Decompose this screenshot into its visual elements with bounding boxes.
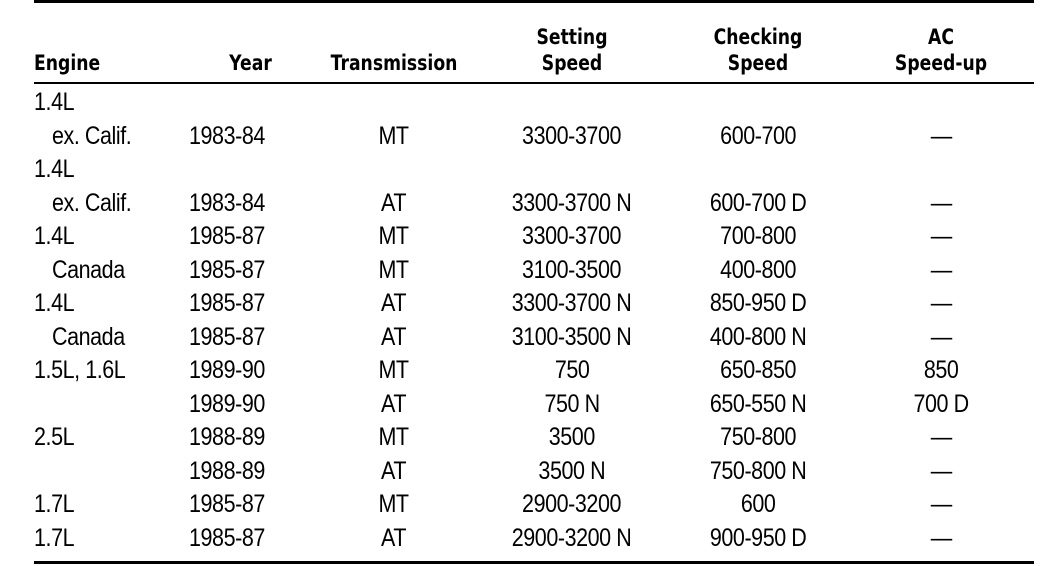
- checking-speed-cell: [668, 254, 848, 288]
- year-cell: [189, 120, 312, 154]
- ac-speed-up-cell: [848, 488, 1034, 522]
- checking-speed-cell-text: 650-550 N: [709, 389, 807, 418]
- year-cell: [189, 321, 312, 355]
- checking-speed-cell: [668, 287, 848, 321]
- checking-speed-cell: [668, 522, 848, 556]
- checking-speed-cell: [668, 321, 848, 355]
- engine-cell: [34, 455, 189, 489]
- table-row: [34, 153, 1034, 187]
- checking-speed-cell-text: 400-800: [720, 255, 796, 284]
- year-cell-text: 1989-90: [189, 389, 265, 418]
- ac-speed-up-header: [865, 8, 1018, 82]
- transmission-cell: [312, 187, 476, 221]
- checking-speed-cell: [668, 82, 848, 120]
- engine-cell-text: Canada: [52, 255, 125, 284]
- year-cell-text: 1989-90: [189, 356, 265, 385]
- setting-speed-cell-text: 3100-3500 N: [512, 322, 632, 351]
- table-row: [34, 421, 1034, 455]
- ac-speed-up-cell: [848, 254, 1034, 288]
- checking-speed-cell: [668, 421, 848, 455]
- year-cell-text: 1985-87: [189, 222, 265, 251]
- ac-speed-up-cell-text: —: [930, 289, 952, 318]
- transmission-cell: [312, 388, 476, 422]
- ac-speed-up-cell-text: 850: [923, 356, 959, 385]
- year-cell-text: 1985-87: [189, 490, 265, 519]
- year-cell: [189, 388, 312, 422]
- engine-cell: [34, 220, 189, 254]
- setting-speed-cell-text: 3500: [548, 423, 596, 452]
- setting-speed-cell-text: 3300-3700: [522, 121, 622, 150]
- engine-cell-text: 1.5L, 1.6L: [34, 356, 126, 385]
- ac-speed-up-cell-text: 700 D: [913, 389, 969, 418]
- transmission-cell-text: AT: [381, 523, 407, 552]
- table-body: [34, 82, 1034, 555]
- year-cell: [189, 421, 312, 455]
- year-cell: [189, 488, 312, 522]
- year-cell-text: 1985-87: [189, 322, 265, 351]
- table-row: [34, 254, 1034, 288]
- ac-speed-up-cell-text: —: [930, 188, 952, 217]
- year-cell-text: 1988-89: [189, 423, 265, 452]
- year-cell-text: 1985-87: [189, 523, 265, 552]
- transmission-cell: [312, 321, 476, 355]
- ac-speed-up-cell: [848, 421, 1034, 455]
- transmission-cell-text: AT: [381, 289, 407, 318]
- table-row: [34, 287, 1034, 321]
- engine-cell: [34, 254, 189, 288]
- checking-speed-cell-text: 750-800 N: [709, 456, 807, 485]
- checking-speed-cell: [668, 187, 848, 221]
- year-cell-text: 1983-84: [189, 121, 265, 150]
- ac-speed-up-cell: [848, 153, 1034, 187]
- checking-speed-cell: [668, 354, 848, 388]
- transmission-cell-text: AT: [381, 322, 407, 351]
- transmission-cell: [312, 455, 476, 489]
- ac-speed-up-cell-text: —: [930, 423, 952, 452]
- transmission-cell: [312, 254, 476, 288]
- setting-speed-cell: [476, 82, 668, 120]
- transmission-cell-text: MT: [378, 490, 410, 519]
- table-row: [34, 388, 1034, 422]
- setting-speed-header-line2: Speed: [541, 51, 603, 75]
- setting-speed-cell: [476, 321, 668, 355]
- setting-speed-header: [493, 8, 650, 82]
- ac-speed-up-cell: [848, 220, 1034, 254]
- ac-speed-up-cell: [848, 120, 1034, 154]
- checking-speed-cell-text: 900-950 D: [709, 523, 807, 552]
- engine-cell-text: 2.5L: [34, 423, 75, 452]
- transmission-cell: [312, 421, 476, 455]
- engine-cell: [34, 388, 189, 422]
- table-row: [34, 120, 1034, 154]
- engine-cell: [34, 354, 189, 388]
- year-cell: [189, 82, 312, 120]
- year-cell: [189, 220, 312, 254]
- table-row: [34, 354, 1034, 388]
- ac-speed-up-cell: [848, 455, 1034, 489]
- idle-speed-table: [34, 8, 1034, 555]
- engine-cell-text: 1.7L: [34, 490, 75, 519]
- transmission-cell-text: MT: [378, 121, 410, 150]
- setting-speed-cell: [476, 455, 668, 489]
- checking-speed-header: [684, 8, 832, 82]
- engine-cell: [34, 82, 189, 120]
- setting-speed-header-line1: Setting: [536, 25, 608, 49]
- setting-speed-cell-text: 3300-3700 N: [512, 188, 632, 217]
- checking-speed-cell-text: 650-850: [720, 356, 796, 385]
- header-row: [34, 8, 1034, 82]
- year-cell: [189, 455, 312, 489]
- setting-speed-cell: [476, 153, 668, 187]
- engine-cell: [34, 321, 189, 355]
- engine-cell-text: 1.4L: [34, 289, 75, 318]
- transmission-cell-text: AT: [381, 389, 407, 418]
- setting-speed-cell: [476, 421, 668, 455]
- table-row: [34, 488, 1034, 522]
- ac-speed-up-cell: [848, 187, 1034, 221]
- checking-speed-cell-text: 600: [740, 490, 776, 519]
- year-cell: [189, 187, 312, 221]
- engine-header: Engine: [34, 51, 101, 75]
- table-row: [34, 321, 1034, 355]
- checking-speed-cell-text: 700-800: [720, 222, 796, 251]
- year-cell-text: 1985-87: [189, 289, 265, 318]
- table-row: [34, 455, 1034, 489]
- engine-cell: [34, 187, 189, 221]
- ac-speed-up-cell-text: —: [930, 456, 952, 485]
- setting-speed-cell-text: 2900-3200 N: [512, 523, 632, 552]
- table-row: [34, 82, 1034, 120]
- checking-speed-cell-text: 600-700: [720, 121, 796, 150]
- ac-speed-up-header-line1: AC: [928, 25, 954, 49]
- transmission-cell-text: MT: [378, 356, 410, 385]
- transmission-cell: [312, 488, 476, 522]
- ac-speed-up-cell-text: —: [930, 255, 952, 284]
- top-rule: [34, 0, 1034, 3]
- setting-speed-cell-text: 3300-3700: [522, 222, 622, 251]
- checking-speed-cell-text: 400-800 N: [709, 322, 807, 351]
- setting-speed-cell: [476, 187, 668, 221]
- year-header: Year: [229, 51, 272, 75]
- bottom-rule: [34, 561, 1034, 564]
- setting-speed-cell: [476, 254, 668, 288]
- engine-cell-text: 1.7L: [34, 523, 75, 552]
- checking-speed-cell-text: 600-700 D: [709, 188, 807, 217]
- checking-speed-header-line2: Speed: [727, 51, 789, 75]
- year-cell-text: 1985-87: [189, 255, 265, 284]
- checking-speed-cell-text: 850-950 D: [709, 289, 807, 318]
- year-cell: [189, 522, 312, 556]
- checking-speed-cell: [668, 388, 848, 422]
- checking-speed-cell: [668, 455, 848, 489]
- table-row: [34, 187, 1034, 221]
- checking-speed-cell: [668, 153, 848, 187]
- checking-speed-cell: [668, 488, 848, 522]
- engine-cell: [34, 522, 189, 556]
- setting-speed-cell: [476, 388, 668, 422]
- setting-speed-cell: [476, 488, 668, 522]
- setting-speed-cell: [476, 220, 668, 254]
- setting-speed-cell-text: 3300-3700 N: [512, 289, 632, 318]
- year-cell: [189, 254, 312, 288]
- setting-speed-cell-text: 2900-3200: [522, 490, 622, 519]
- engine-cell: [34, 153, 189, 187]
- setting-speed-cell-text: 750 N: [544, 389, 600, 418]
- transmission-header: Transmission: [330, 51, 458, 75]
- setting-speed-cell: [476, 287, 668, 321]
- transmission-cell: [312, 220, 476, 254]
- engine-cell-text: ex. Calif.: [52, 121, 132, 150]
- checking-speed-cell: [668, 120, 848, 154]
- ac-speed-up-cell: [848, 321, 1034, 355]
- table-row: [34, 220, 1034, 254]
- transmission-cell-text: AT: [381, 188, 407, 217]
- setting-speed-cell: [476, 522, 668, 556]
- engine-cell: [34, 120, 189, 154]
- ac-speed-up-header-line2: Speed-up: [894, 51, 988, 75]
- engine-cell: [34, 421, 189, 455]
- transmission-cell: [312, 287, 476, 321]
- transmission-cell: [312, 522, 476, 556]
- ac-speed-up-cell-text: —: [930, 222, 952, 251]
- transmission-cell-text: AT: [381, 456, 407, 485]
- ac-speed-up-cell: [848, 287, 1034, 321]
- engine-cell-text: Canada: [52, 322, 125, 351]
- year-cell-text: 1983-84: [189, 188, 265, 217]
- transmission-cell-text: MT: [378, 255, 410, 284]
- ac-speed-up-cell: [848, 388, 1034, 422]
- ac-speed-up-cell: [848, 522, 1034, 556]
- engine-cell-text: 1.4L: [34, 222, 75, 251]
- setting-speed-cell-text: 3100-3500: [522, 255, 622, 284]
- transmission-cell-text: MT: [378, 222, 410, 251]
- transmission-cell: [312, 153, 476, 187]
- setting-speed-cell-text: 750: [554, 356, 590, 385]
- setting-speed-cell-text: 3500 N: [538, 456, 606, 485]
- ac-speed-up-cell-text: —: [930, 121, 952, 150]
- ac-speed-up-cell: [848, 354, 1034, 388]
- engine-cell-text: ex. Calif.: [52, 188, 132, 217]
- year-cell: [189, 153, 312, 187]
- checking-speed-header-line1: Checking: [713, 25, 803, 49]
- checking-speed-cell: [668, 220, 848, 254]
- transmission-cell: [312, 354, 476, 388]
- ac-speed-up-cell-text: —: [930, 322, 952, 351]
- transmission-cell-text: MT: [378, 423, 410, 452]
- year-cell-text: 1988-89: [189, 456, 265, 485]
- engine-cell-text: 1.4L: [34, 88, 75, 117]
- engine-cell-text: 1.4L: [34, 155, 75, 184]
- ac-speed-up-cell: [848, 82, 1034, 120]
- setting-speed-cell: [476, 120, 668, 154]
- ac-speed-up-cell-text: —: [930, 523, 952, 552]
- transmission-cell: [312, 82, 476, 120]
- engine-cell: [34, 287, 189, 321]
- year-cell: [189, 287, 312, 321]
- checking-speed-cell-text: 750-800: [720, 423, 796, 452]
- table-row: [34, 522, 1034, 556]
- year-cell: [189, 354, 312, 388]
- engine-cell: [34, 488, 189, 522]
- transmission-cell: [312, 120, 476, 154]
- ac-speed-up-cell-text: —: [930, 490, 952, 519]
- setting-speed-cell: [476, 354, 668, 388]
